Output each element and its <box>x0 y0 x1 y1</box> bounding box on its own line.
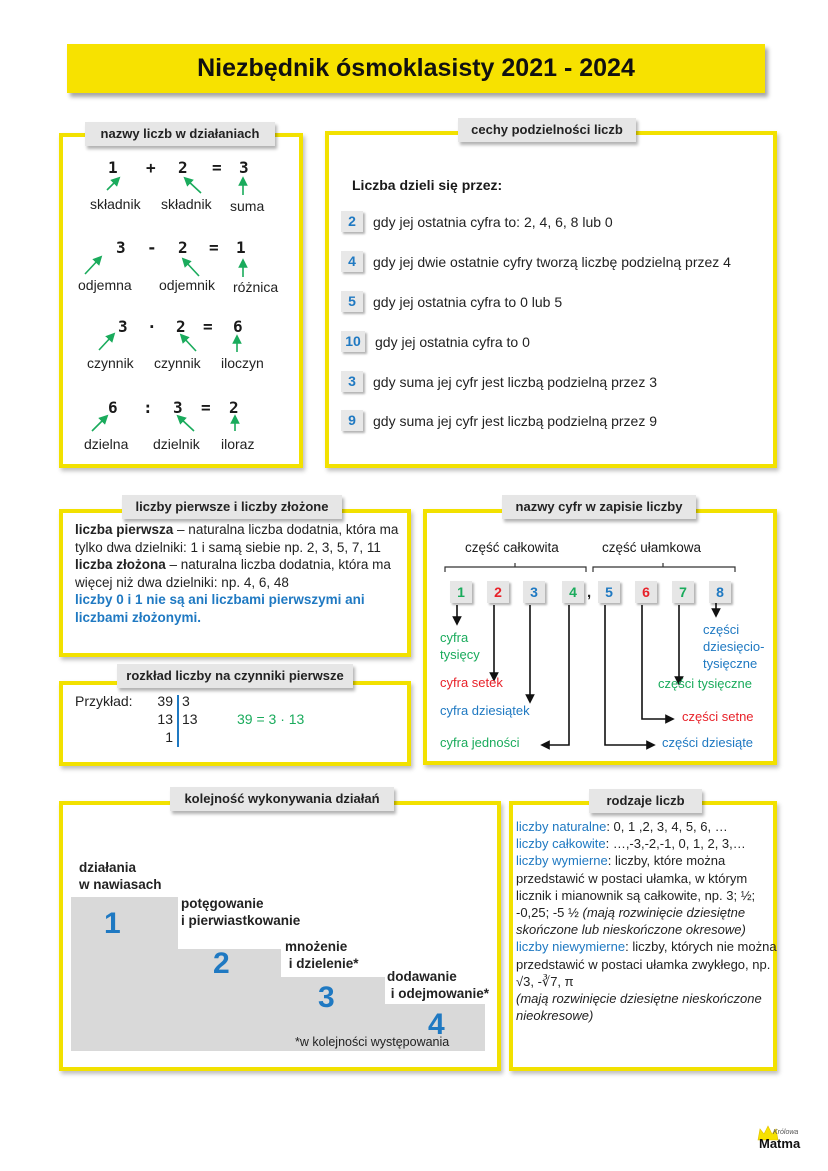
rule-text: gdy suma jej cyfr jest liczbą podzielną przez 9 <box>373 412 658 429</box>
step-label-line: działania <box>79 860 137 875</box>
divisibility-tab: cechy podzielności liczb <box>458 118 636 142</box>
integer-term: liczby całkowite <box>516 836 606 852</box>
prime-term: liczba pierwsza <box>75 522 174 537</box>
operand: 6 <box>108 398 118 417</box>
factor-right: 13 <box>182 711 198 727</box>
rule-text: gdy suma jej cyfr jest liczbą podzielną przez 3 <box>373 373 658 390</box>
rational-term: liczby wymierne <box>516 853 608 869</box>
result: 6 <box>233 317 243 336</box>
step-label-line: i odejmowanie* <box>387 986 490 1001</box>
fraction-part-label: część ułamkowa <box>602 540 702 555</box>
rule-text: gdy jej ostatnia cyfra to 0 lub 5 <box>373 293 563 310</box>
order-tab: kolejność wykonywania działań <box>170 787 394 811</box>
divisor-badge: 3 <box>341 371 363 392</box>
irrational-term: liczby niewymierne <box>516 939 626 955</box>
divisor-badge: 4 <box>341 251 363 272</box>
operand: 3 <box>116 238 126 257</box>
digit-box: 7 <box>672 581 694 603</box>
operand: 2 <box>178 158 188 177</box>
thousandths-label: części tysięczne <box>658 676 752 691</box>
step-label-line: i pierwiastkowanie <box>181 913 301 928</box>
divisor-badge: 5 <box>341 291 363 312</box>
term-label: czynnik <box>154 355 201 371</box>
operator: · <box>147 317 157 336</box>
divisor-badge: 10 <box>341 331 365 352</box>
rule-text: gdy jej ostatnia cyfra to 0 <box>375 333 530 350</box>
step-number-3: 3 <box>318 981 335 1014</box>
rule-row <box>341 291 562 312</box>
term-label: czynnik <box>87 355 134 371</box>
digit-box: 8 <box>709 581 731 603</box>
rule-text: gdy jej dwie ostatnie cyfry tworzą liczbę podzielną przez 4 <box>373 253 731 270</box>
term-label: składnik <box>161 196 212 212</box>
step-label-1 <box>79 859 162 893</box>
tenthousandths-label: tysięczne <box>703 656 758 671</box>
digit-box: 3 <box>523 581 545 603</box>
operand: 2 <box>176 317 186 336</box>
logo-big-text: Matma <box>759 1136 801 1151</box>
operand: 3 <box>173 398 183 417</box>
irrational-note: (mają rozwinięcie dziesiętne nieskończone nieokresowe) <box>516 991 762 1024</box>
divisibility-panel <box>325 131 777 468</box>
tenthousandths-label: dziesięcio- <box>703 639 765 654</box>
term-label: dzielnik <box>153 436 200 452</box>
operator: = <box>201 398 211 417</box>
operator: = <box>209 238 219 257</box>
operator: + <box>146 158 156 177</box>
factor-right: 3 <box>182 693 190 709</box>
primes-text <box>75 521 405 626</box>
divisor-badge: 9 <box>341 410 363 431</box>
rational-note: (mają rozwinięcie dziesiętne skończone lub nieskończone okresowe) <box>516 905 746 938</box>
result: 2 <box>229 398 239 417</box>
rule-row <box>341 410 657 431</box>
number-types-text <box>516 818 778 1024</box>
rule-row <box>341 371 657 392</box>
operator: = <box>212 158 222 177</box>
result: 1 <box>236 238 246 257</box>
decimal-separator: , <box>587 584 592 601</box>
factorization-panel <box>59 681 411 766</box>
rational-def: : liczby, które można przedstawić w postaci ułamka, w którym licznik i mianownik są całkowite, np. 3; ½; -0,25; -5 ½ <box>516 853 756 921</box>
thousands-label: tysięcy <box>440 647 480 662</box>
operations-panel <box>59 133 303 468</box>
digit-box: 2 <box>487 581 509 603</box>
krolowa-matma-logo <box>755 1125 805 1155</box>
operand: 2 <box>178 238 188 257</box>
digit-box: 6 <box>635 581 657 603</box>
units-label: cyfra jedności <box>440 735 520 750</box>
thousands-label: cyfra <box>440 630 469 645</box>
step-number-4: 4 <box>428 1008 445 1041</box>
operator: = <box>203 317 213 336</box>
digit-box: 5 <box>598 581 620 603</box>
page-title: Niezbędnik ósmoklasisty 2021 - 2024 <box>67 44 765 93</box>
step-label-line: mnożenie <box>285 939 348 954</box>
primes-panel <box>59 509 411 657</box>
result: 3 <box>239 158 249 177</box>
natural-term: liczby naturalne <box>516 819 607 834</box>
number-types-tab: rodzaje liczb <box>589 789 702 813</box>
rule-text: gdy jej ostatnia cyfra to: 2, 4, 6, 8 lub 0 <box>373 213 613 230</box>
divisor-badge: 2 <box>341 211 363 232</box>
integer-part-label: część całkowita <box>465 540 559 555</box>
step-label-line: potęgowanie <box>181 896 264 911</box>
step-block-1 <box>71 897 178 1051</box>
operand: 3 <box>118 317 128 336</box>
factor-left: 39 <box>157 693 173 709</box>
logo-small-text: Królowa <box>773 1129 799 1136</box>
order-panel <box>59 801 501 1071</box>
digits-panel <box>423 509 777 765</box>
operator: : <box>143 398 153 417</box>
composite-term: liczba złożona <box>75 557 166 572</box>
term-label: iloczyn <box>221 355 264 371</box>
rule-row <box>341 251 731 272</box>
term-label: składnik <box>90 196 141 212</box>
digits-tab: nazwy cyfr w zapisie liczby <box>502 495 696 519</box>
term-label: odjemna <box>78 277 132 293</box>
step-label-3 <box>285 938 359 972</box>
step-number-2: 2 <box>213 947 230 980</box>
step-label-4 <box>387 968 489 1002</box>
factor-divider <box>177 695 179 747</box>
term-label: dzielna <box>84 436 129 452</box>
operations-tab: nazwy liczb w działaniach <box>85 122 275 146</box>
tenths-label: części dziesiąte <box>662 735 754 750</box>
irrational-def: : liczby, których nie można przedstawić w postaci ułamka zwykłego, np. √3, -∛7, π <box>516 939 777 989</box>
factor-left: 13 <box>157 711 173 727</box>
term-label: różnica <box>233 279 279 295</box>
rule-row <box>341 331 530 352</box>
factor-left: 1 <box>165 729 173 745</box>
step-label-line: w nawiasach <box>79 877 162 892</box>
step-label-line: i dzielenie* <box>285 956 359 971</box>
order-footnote: *w kolejności występowania <box>295 1035 450 1049</box>
operand: 1 <box>108 158 118 177</box>
digit-box: 4 <box>562 581 584 603</box>
example-label: Przykład: <box>75 693 133 709</box>
hundredths-label: części setne <box>682 709 754 724</box>
term-label: suma <box>230 198 265 214</box>
primes-note: liczby 0 i 1 nie są ani liczbami pierwszymi ani liczbami złożonymi. <box>75 592 365 625</box>
term-label: odjemnik <box>159 277 216 293</box>
green-arrows-icon <box>59 133 303 468</box>
primes-tab: liczby pierwsze i liczby złożone <box>122 495 342 519</box>
tens-label: cyfra dziesiątek <box>440 703 530 718</box>
prime-definition: – naturalna liczba dodatnia, która ma tylko dwa dzielniki: 1 i samą siebie np. 2, 3, 5, 7, 11 <box>75 522 399 555</box>
term-label: iloraz <box>221 436 255 452</box>
step-number-1: 1 <box>104 907 121 940</box>
tenthousandths-label: części <box>703 622 740 637</box>
step-label-line: dodawanie <box>387 969 457 984</box>
composite-definition: – naturalna liczba dodatnia, która ma więcej niż dwa dzielniki: np. 4, 6, 48 <box>75 557 391 590</box>
integer-def: : …,-3,-2,-1, 0, 1, 2, 3,… <box>605 836 746 852</box>
step-label-2 <box>181 895 331 929</box>
factor-result: 39 = 3 · 13 <box>237 711 305 727</box>
factorization-tab: rozkład liczby na czynniki pierwsze <box>117 664 353 688</box>
divisibility-intro: Liczba dzieli się przez: <box>352 177 503 193</box>
number-types-panel <box>509 801 777 1071</box>
digit-box: 1 <box>450 581 472 603</box>
natural-def: : 0, 1 ,2, 3, 4, 5, 6, … <box>606 819 728 834</box>
rule-row <box>341 211 613 232</box>
operator: - <box>147 238 157 257</box>
hundreds-label: cyfra setek <box>440 675 503 690</box>
